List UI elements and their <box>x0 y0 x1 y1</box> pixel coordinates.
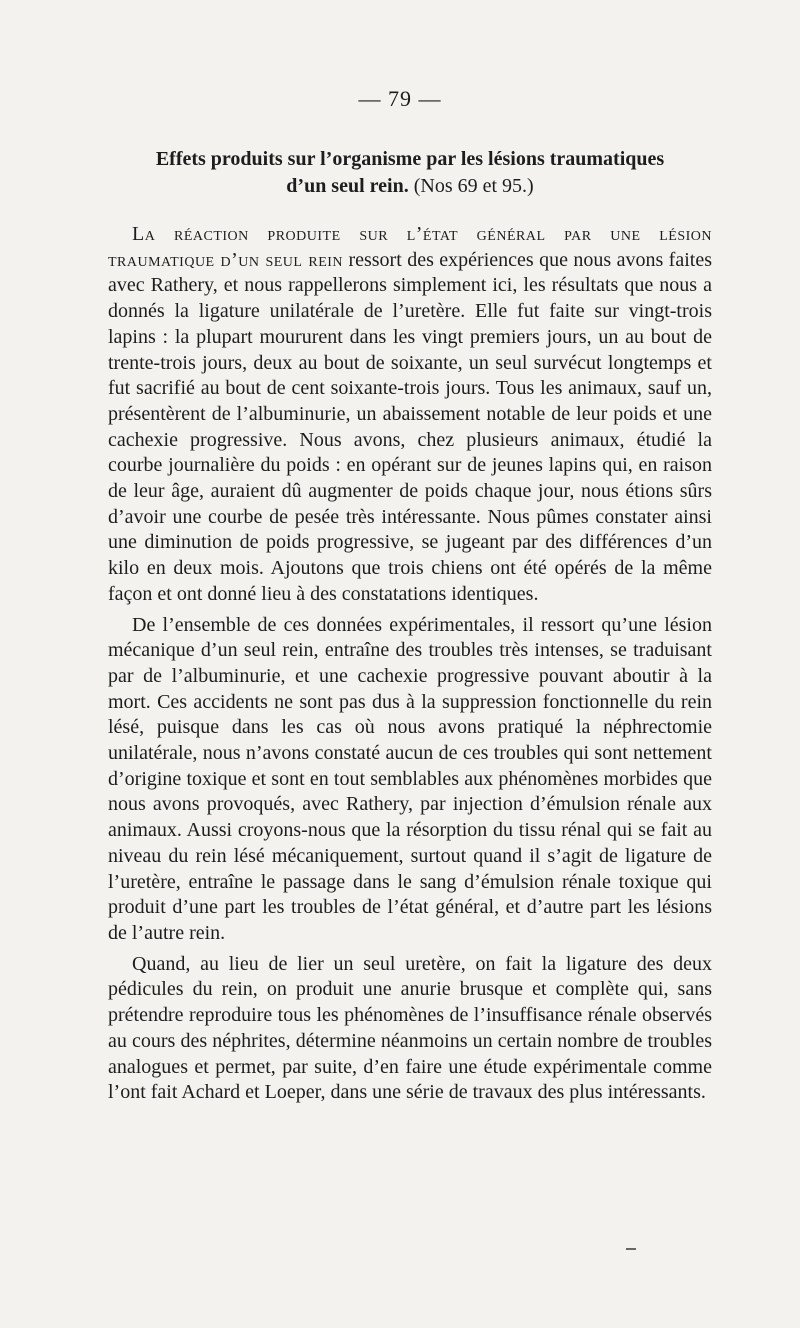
paragraph-2: De l’ensemble de ces données expérimentales, il ressort qu’une lésion mécanique d’un seul rein, entraîne des troubles très intenses, se traduisant par de l’albuminurie, et une cachexie progressive pouvant aboutir à la mort. Ces accidents ne sont pas dus à la suppression fonctionnelle du rein lésé, puisque dans les cas où nous avons pratiqué la néphrectomie unilatérale, nous n’avons constaté aucun de ces troubles qui sont nettement d’origine toxique et sont en tout semblables aux phénomènes morbides que nous avons provoqués, avec Rathery, par injection d’émulsion rénale aux animaux. Aussi croyons-nous que la résorption du tissu rénal qui se fait au niveau du rein lésé mécaniquement, surtout quand il s’agit de ligature de l’uretère, entraîne le passage dans le sang d’émulsion rénale toxique qui produit d’une part les troubles de l’état général, et d’autre part les lésions de l’autre rein. <box>108 613 712 944</box>
heading-line-1: Effets produits sur l’organisme par les lésions traumatiques <box>155 148 665 170</box>
paragraph-1-text: ressort des expériences que nous avons faites avec Rathery, et nous rappellerons simplement ici, les résultats que nous a donnés la ligature unilatérale de l’uretère. Elle fut faite sur vingt-trois lapins : la plupart moururent dans les vingt premiers jours, un au bout de trente-trois jours, deux au bout de soixante, un seul survécut longtemps et fut sacrifié au bout de cent soixante-trois jours. Tous les animaux, sauf un, présentèrent de l’albuminurie, un abaissement notable de leur poids et une cachexie progressive. Nous avons, chez plusieurs animaux, étudié la courbe journalière du poids : en opérant sur de jeunes lapins qui, en raison de leur âge, auraient dû augmenter de poids chaque jour, nous étions sûrs d’avoir une courbe de pesée très intéressante. Nous pûmes constater ainsi une diminution de poids progressive, se jugeant par des différences d’un kilo en deux mois. Ajoutons que trois chiens ont été opérés de la même façon et ont donné lieu à des constatations identiques. <box>108 248 712 605</box>
heading-line-2 <box>110 173 710 200</box>
paragraph-3: Quand, au lieu de lier un seul uretère, on fait la ligature des deux pédicules du rein, on produit une anurie brusque et complète qui, sans prétendre reproduire tous les phénomènes de l’insuffisance rénale observés au cours des néphrites, détermine néanmoins un certain nombre de troubles analogues et permet, par suite, d’en faire une étude expérimentale comme l’ont fait Achard et Loeper, dans une série de travaux des plus intéressants. <box>108 952 712 1104</box>
paragraph-1 <box>108 222 712 608</box>
section-heading <box>110 146 710 200</box>
body-text <box>108 222 712 1111</box>
ink-mark <box>626 1248 636 1250</box>
heading-references: (Nos 69 et 95.) <box>413 175 534 197</box>
page-number: — 79 — <box>358 86 442 111</box>
heading-line-2-text: d’un seul rein. <box>286 175 409 197</box>
paragraph-1-lead: La réaction produite sur l’état général par une lésion traumatique d’un seul rein <box>108 223 712 271</box>
